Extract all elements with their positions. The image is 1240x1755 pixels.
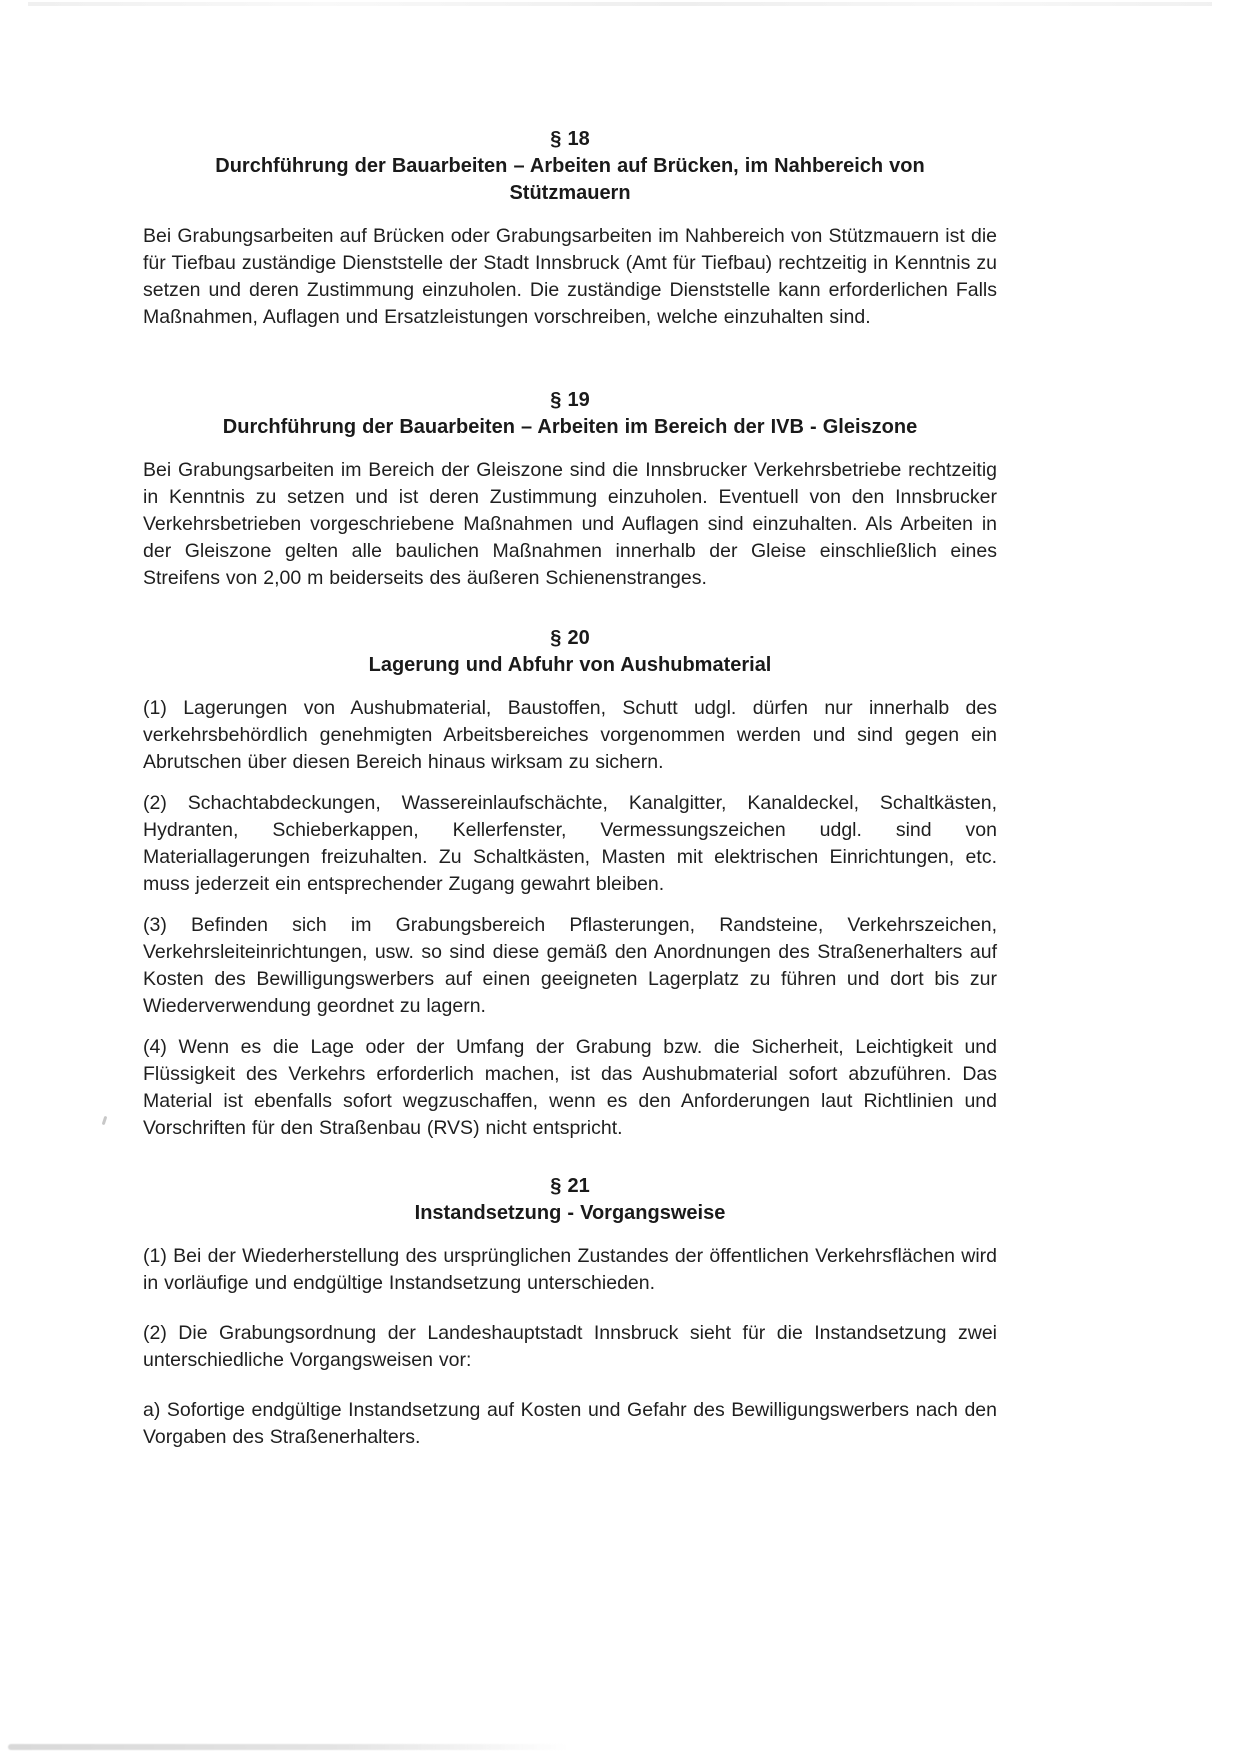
scan-artifact-bottom-edge [8,1744,568,1750]
section-19-paragraph: Bei Grabungsarbeiten im Bereich der Gleiszone sind die Innsbrucker Verkehrsbetriebe rechtzeitig in Kenntnis zu setzen und ist deren Zustimmung einzuholen. Eventuell von den Innsbrucker Verkehrsbetrieben vorgeschriebene Maßnahmen und Auflagen sind einzuhalten. Als Arbeiten in der Gleiszone gelten alle baulichen Maßnahmen innerhalb der Gleise einschließlich eines Streifens von 2,00 m beiderseits des äußeren Schienenstranges. [143,459,997,589]
section-19-title: Durchführung der Bauarbeiten – Arbeiten im Bereich der IVB - Gleiszone [222,416,918,438]
scan-artifact-top-edge [28,2,1212,6]
section-21-paragraph-1: (1) Bei der Wiederherstellung des ursprünglichen Zustandes der öffentlichen Verkehrsflächen wird in vorläufige und endgültige Instandsetzung unterschieden. [143,1245,997,1294]
section-21 [143,1173,997,1451]
section-20-paragraph-4: (4) Wenn es die Lage oder der Umfang der Grabung bzw. die Sicherheit, Leichtigkeit und Flüssigkeit des Verkehrs erforderlich machen, ist das Aushubmaterial sofort abzuführen. Das Material ist ebenfalls sofort wegzuschaffen, wenn es den Anforderungen laut Richtlinien und Vorschriften für den Straßenbau (RVS) nicht entspricht. [143,1036,997,1139]
section-21-title: Instandsetzung - Vorgangsweise [414,1202,726,1224]
section-21-paragraph-2: (2) Die Grabungsordnung der Landeshauptstadt Innsbruck sieht für die Instandsetzung zwei unterschiedliche Vorgangsweisen vor: [143,1322,997,1371]
section-19 [143,387,997,592]
section-21-number: § 21 [550,1175,590,1197]
section-19-number: § 19 [550,389,590,411]
section-20-paragraph-2: (2) Schachtabdeckungen, Wassereinlaufschächte, Kanalgitter, Kanaldeckel, Schaltkästen, Hydranten, Schieberkappen, Kellerfenster, Vermessungszeichen udgl. sind von Materiallagerungen freizuhalten. Zu Schaltkästen, Masten mit elektrischen Einrichtungen, etc. muss jederzeit ein entsprechender Zugang gewahrt bleiben. [143,792,997,895]
section-18-title: Durchführung der Bauarbeiten – Arbeiten auf Brücken, im Nahbereich von Stützmauern [215,155,925,204]
section-20-paragraph-3: (3) Befinden sich im Grabungsbereich Pflasterungen, Randsteine, Verkehrszeichen, Verkehrsleiteinrichtungen, usw. so sind diese gemäß den Anordnungen des Straßenerhalters auf Kosten des Bewilligungswerbers auf einen geeigneten Lagerplatz zu führen und dort bis zur Wiederverwendung geordnet zu lagern. [143,914,997,1017]
section-21-paragraph-a: a) Sofortige endgültige Instandsetzung auf Kosten und Gefahr des Bewilligungswerbers nach den Vorgaben des Straßenerhalters. [143,1399,997,1448]
section-20-paragraph-1: (1) Lagerungen von Aushubmaterial, Baustoffen, Schutt udgl. dürfen nur innerhalb des verkehrsbehördlich genehmigten Arbeitsbereiches vorgenommen werden und sind gegen ein Abrutschen über diesen Bereich hinaus wirksam zu sichern. [143,697,997,773]
section-20-title: Lagerung und Abfuhr von Aushubmaterial [368,654,772,676]
section-18 [143,126,997,331]
section-20-number: § 20 [550,627,590,649]
section-18-number: § 18 [550,128,590,150]
section-20 [143,625,997,1142]
section-18-paragraph: Bei Grabungsarbeiten auf Brücken oder Grabungsarbeiten im Nahbereich von Stützmauern ist die für Tiefbau zuständige Dienststelle der Stadt Innsbruck (Amt für Tiefbau) rechtzeitig in Kenntnis zu setzen und deren Zustimmung einzuholen. Die zuständige Dienststelle kann erforderlichen Falls Maßnahmen, Auflagen und Ersatzleistungen vorschreiben, welche einzuhalten sind. [143,225,997,328]
